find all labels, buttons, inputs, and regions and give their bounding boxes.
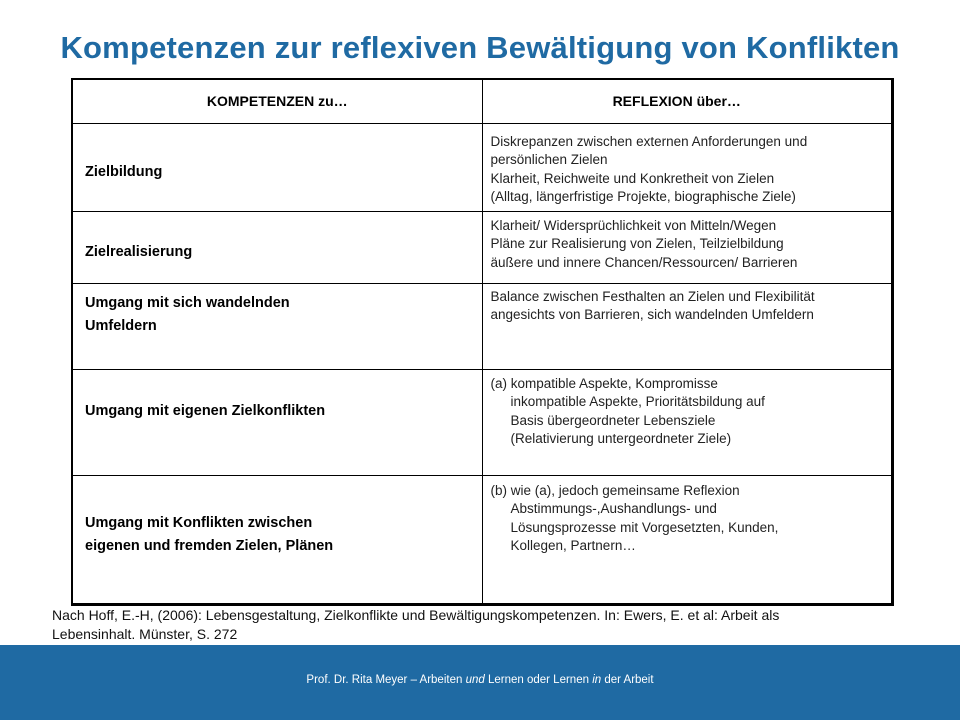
label-line: eigenen und fremden Zielen, Plänen	[85, 538, 334, 554]
footer-emphasis-in: in	[592, 674, 602, 686]
row-label-fremde-ziele	[72, 475, 482, 604]
label-line: Umgang mit Konflikten zwischen	[85, 515, 313, 531]
description-line: angesichts von Barrieren, sich wandelnden Umfeldern	[490, 307, 814, 322]
description-line: (Alltag, längerfristige Projekte, biographische Ziele)	[490, 189, 796, 204]
row-description-fremde-ziele	[482, 475, 893, 604]
description-line: Klarheit/ Widersprüchlichkeit von Mitteln/Wegen	[490, 217, 777, 233]
description-line: Balance zwischen Festhalten an Zielen und Flexibilität	[490, 288, 815, 304]
table-row	[72, 283, 893, 369]
description-line: (b) wie (a), jedoch gemeinsame Reflexion	[490, 482, 740, 498]
table-row	[72, 123, 893, 211]
footer-middle: Lernen oder Lernen	[484, 674, 593, 686]
description-line: äußere und innere Chancen/Ressourcen/ Barrieren	[490, 254, 798, 270]
description-line: Diskrepanzen zwischen externen Anforderungen und	[490, 133, 808, 149]
row-description-zielbildung	[482, 123, 893, 211]
description-line: inkompatible Aspekte, Prioritätsbildung auf	[510, 394, 765, 409]
row-label-zielrealisierung: Zielrealisierung	[72, 211, 482, 283]
footer-prefix: Prof. Dr. Rita Meyer – Arbeiten	[306, 674, 466, 686]
slide-title: Kompetenzen zur reflexiven Bewältigung von Konflikten	[60, 30, 900, 65]
row-label-umfelder	[72, 283, 482, 369]
footer-text	[0, 674, 960, 686]
row-description-umfelder	[482, 283, 893, 369]
citation-line: Lebensinhalt. Münster, S. 272	[52, 626, 238, 642]
header-kompetenzen: KOMPETENZEN zu…	[72, 79, 482, 123]
description-line: (Relativierung untergeordneter Ziele)	[510, 431, 732, 446]
label-line: Umfeldern	[85, 317, 157, 334]
footer-suffix: der Arbeit	[601, 674, 654, 686]
row-label-zielkonflikte: Umgang mit eigenen Zielkonflikten	[72, 369, 482, 475]
description-line: Abstimmungs-,Aushandlungs- und	[510, 501, 717, 516]
header-reflexion: REFLEXION über…	[482, 79, 893, 123]
row-label-zielbildung: Zielbildung	[72, 123, 482, 211]
table-row	[72, 369, 893, 475]
row-description-zielkonflikte	[482, 369, 893, 475]
competence-table	[71, 78, 894, 606]
description-line: Klarheit, Reichweite und Konkretheit von Zielen	[490, 170, 775, 186]
footer-emphasis-und: und	[465, 674, 485, 686]
label-line: Umgang mit sich wandelnden	[85, 294, 290, 311]
description-line: Pläne zur Realisierung von Zielen, Teilzielbildung	[490, 236, 784, 251]
source-citation	[52, 606, 932, 644]
description-line: (a) kompatible Aspekte, Kompromisse	[490, 375, 718, 391]
table-row	[72, 211, 893, 283]
row-description-zielrealisierung	[482, 211, 893, 283]
table-row	[72, 475, 893, 604]
citation-line: Nach Hoff, E.-H, (2006): Lebensgestaltung, Zielkonflikte und Bewältigungskompetenzen. In: Ewers, E. et al: Arbeit als	[52, 607, 780, 623]
table-header-row	[72, 79, 893, 123]
description-line: Kollegen, Partnern…	[510, 538, 636, 553]
footer-bar	[0, 645, 960, 720]
description-line: persönlichen Zielen	[490, 152, 608, 167]
description-line: Basis übergeordneter Lebensziele	[510, 412, 716, 428]
description-line: Lösungsprozesse mit Vorgesetzten, Kunden,	[510, 519, 779, 535]
